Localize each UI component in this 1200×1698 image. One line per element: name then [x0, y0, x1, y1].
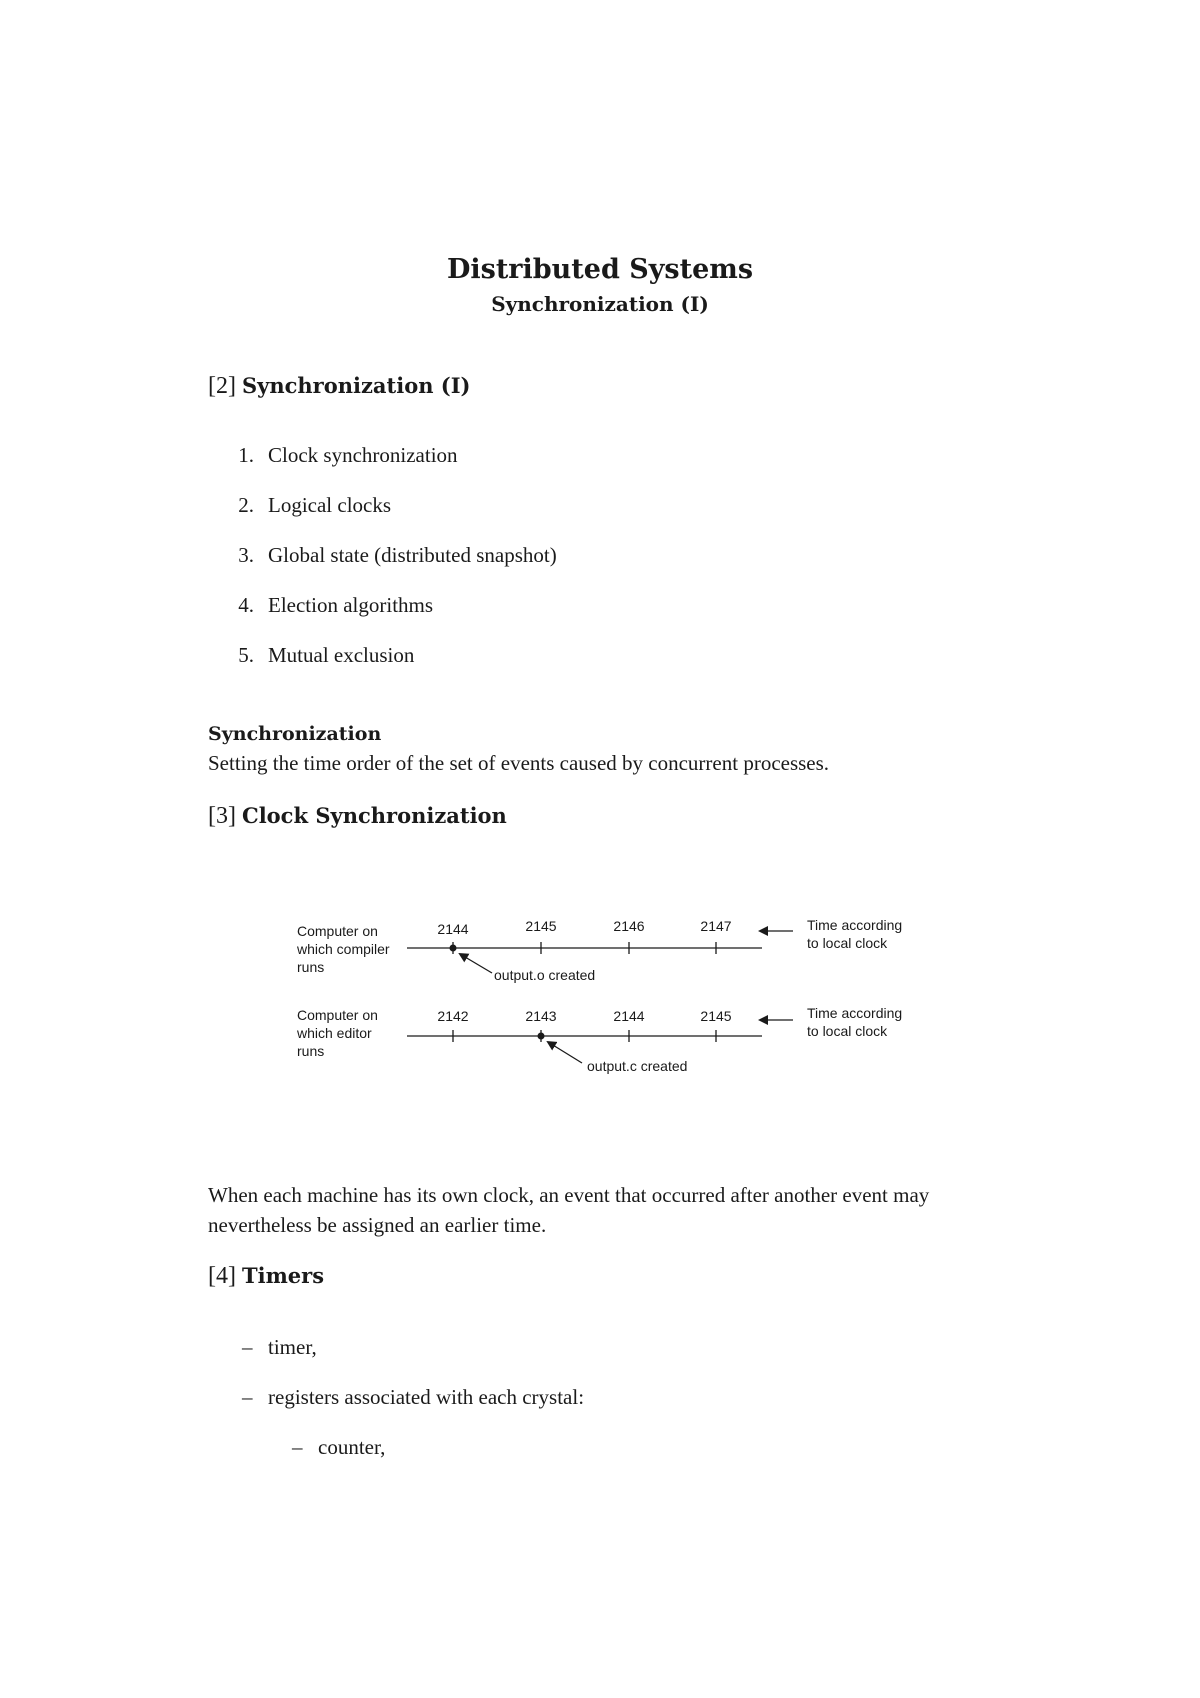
list-item-text: Clock synchronization	[268, 443, 458, 467]
machine-label: which editor	[297, 1025, 372, 1041]
tick-label: 2147	[700, 918, 732, 934]
tick-label: 2145	[525, 918, 557, 934]
clock-timelines-figure	[0, 900, 1200, 1100]
list-item	[242, 1384, 584, 1410]
section-number: [2]	[208, 373, 236, 399]
time-label: to local clock	[807, 1023, 888, 1039]
section-heading-clock-synchronization	[208, 802, 507, 830]
document-subtitle: Synchronization (I)	[491, 292, 709, 316]
list-item	[242, 1334, 317, 1360]
machine-label: runs	[297, 959, 325, 975]
time-label: to local clock	[807, 935, 888, 951]
tick-label: 2146	[613, 918, 645, 934]
list-item-text: Election algorithms	[268, 593, 434, 617]
section-number: [4]	[208, 1263, 236, 1289]
list-marker: 4.	[238, 593, 254, 617]
tick-label: 2142	[437, 1008, 469, 1024]
list-item-text: Logical clocks	[268, 493, 392, 517]
list-marker: 2.	[238, 493, 254, 517]
section-heading-timers	[208, 1262, 324, 1290]
event-arrow	[548, 1042, 582, 1063]
machine-label: which compiler	[297, 941, 390, 957]
machine-label: Computer on	[297, 923, 378, 939]
clock-paragraph: When each machine has its own clock, an event that occurred after another event may nevertheless be assigned an earlier time.	[208, 1183, 930, 1237]
machine-label: runs	[297, 1043, 325, 1059]
list-item-text: counter,	[318, 1435, 386, 1459]
tick-label: 2145	[700, 1008, 732, 1024]
event-arrow	[460, 954, 492, 973]
timeline-row-editor	[296, 1005, 902, 1074]
event-dot	[450, 945, 457, 952]
section-title: Clock Synchronization	[241, 803, 507, 828]
section-heading-synchronization	[208, 372, 470, 400]
timeline-row-compiler	[296, 917, 902, 983]
list-item-text: Mutual exclusion	[268, 643, 415, 667]
list-marker: –	[242, 1335, 253, 1359]
event-label: output.o created	[494, 967, 596, 983]
list-marker: –	[242, 1385, 253, 1409]
machine-label: Computer on	[297, 1007, 378, 1023]
section-title: Timers	[241, 1263, 325, 1288]
time-label: Time according	[807, 1005, 903, 1021]
section-title: Synchronization (I)	[241, 373, 471, 398]
list-item	[292, 1434, 385, 1460]
tick-label: 2143	[525, 1008, 557, 1024]
list-item-text: Global state (distributed snapshot)	[268, 543, 557, 567]
event-label: output.c created	[587, 1058, 688, 1074]
definition-text: Setting the time order of the set of events caused by concurrent processes.	[208, 751, 830, 775]
time-label: Time according	[807, 917, 903, 933]
tick-label: 2144	[437, 921, 469, 937]
list-item-text: registers associated with each crystal:	[268, 1385, 585, 1409]
section-number: [3]	[208, 803, 236, 829]
document-title: Distributed Systems	[446, 254, 754, 285]
list-marker: 5.	[238, 643, 254, 667]
list-item-text: timer,	[268, 1335, 317, 1359]
definition-term: Synchronization	[208, 723, 382, 745]
list-marker: 3.	[238, 543, 254, 567]
tick-label: 2144	[613, 1008, 645, 1024]
event-dot	[538, 1033, 545, 1040]
list-marker: 1.	[238, 443, 254, 467]
list-marker: –	[292, 1435, 303, 1459]
